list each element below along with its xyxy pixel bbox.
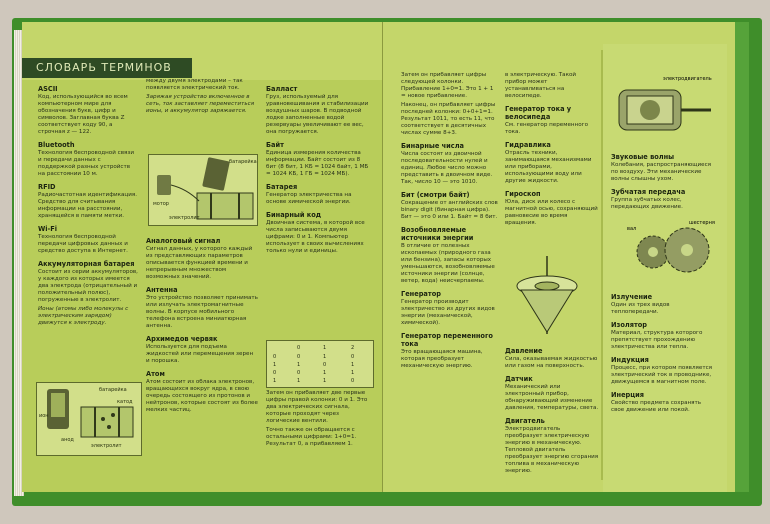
- entry-archimedes-screw: Архимедов червяк Используется для подъема жидкостей или перемещения зерен и порошка.: [146, 335, 254, 364]
- entry-binary-continued: Затем он прибавляет цифры следующей колонки. Прибавление 1+0=1. Это 1 + 1 = новое прибавление.: [401, 72, 494, 99]
- entry-engine: Двигатель Электродвигатель преобразует электрическую энергию в механическую. Тепловой двигатель преобразует энергию сгорания топлива в механическую энергию.: [505, 417, 599, 474]
- charging-note: Заряжая устройство включенное в сеть, ток заставляет переместиться ионы, и аккумулятор заряжается.: [146, 94, 255, 114]
- entry-rfid: RFID Радиочастотная идентификация. Средство для считывания информации на расстоянии, хранящейся в памяти метки.: [38, 183, 138, 219]
- page-title: СЛОВАРЬ ТЕРМИНОВ: [36, 61, 172, 74]
- table-cell: 0: [351, 354, 355, 360]
- label-battery-2: батарейка: [229, 159, 257, 165]
- label-ion: ион: [39, 413, 49, 419]
- label-cathode: катод: [117, 399, 133, 405]
- entry-binary-code: Бинарный код Двоичная система, в которой все числа записываются двумя цифрами: 0 и 1. Компьютер использует в своих вычислениях только нули и единицы.: [266, 211, 365, 254]
- entry-binary-result: Наконец, он прибавляет цифры последней колонки: 0+0+1=1. Результат 1011, то есть 11, что соответствует в десятичных числах сумме 8+3.: [401, 102, 496, 136]
- table-cell: 0: [297, 370, 301, 376]
- right-column-3: [611, 148, 715, 213]
- electric-motor-icon: [607, 76, 717, 138]
- entry-gear-train: Зубчатая передача Группа зубчатых колес, передающих движение.: [611, 188, 686, 210]
- left-column-2-entries: [146, 232, 258, 416]
- label-gear: шестерня: [689, 220, 715, 226]
- label-shaft: вал: [627, 226, 637, 232]
- table-header-2: 1: [323, 345, 327, 351]
- entry-generator: Генератор Генератор производит электричество из других видов энергии (механической, химической).: [401, 290, 495, 326]
- entry-sound-waves: Звуковые волны Колебания, распространяющиеся по воздуху. Эти механические волны слышны ухом.: [611, 153, 712, 182]
- left-page: [22, 22, 383, 492]
- page-title-bar: [22, 58, 192, 78]
- entry-inertia: Инерция Свойство предмета сохранять свое движение или покой.: [611, 391, 702, 413]
- left-column-2: [146, 78, 258, 117]
- entry-antenna: Антенна Это устройство позволяет принимать или излучать электромагнитные волны. В корпусе мобильного телефона встроена миниатюрная антенна.: [146, 286, 258, 329]
- entry-bicycle-dynamo: Генератор тока у велосипеда См. генератор переменного тока.: [505, 105, 588, 135]
- binary-table: [266, 340, 374, 388]
- gears-illustration: [623, 220, 723, 284]
- binary-table-grid: [267, 341, 373, 387]
- binary-sum-text: Затем он прибавляет две первые цифры правой колонки: 0 и 1. Это два электрических сигнала, которые проходят через логические вентили.: [266, 390, 368, 424]
- label-electric-motor: электродвигатель: [663, 76, 712, 82]
- right-column-2-entries: [505, 342, 599, 477]
- entry-hydraulics: Гидравлика Отрасль техники, занимающаяся механизмами или приборами, использующими воду или другие жидкости.: [505, 141, 592, 184]
- label-electrolyte: электролит: [91, 443, 122, 449]
- entry-bit: Бит (смотри байт) Сокращение от английских слов binary digit (бинарная цифра). Бит — это 0 или 1. Байт = 8 бит.: [401, 191, 498, 220]
- table-cell: 0: [273, 370, 277, 376]
- entry-alternator-continued: в электрическую. Такой прибор может устанавливаться на велосипеде.: [505, 72, 577, 99]
- table-cell: 1: [351, 370, 355, 376]
- table-header-1: 0: [297, 345, 301, 351]
- entry-gyroscope: Гироскоп Юла, диск или колесо с магнитной осью, сохраняющий равновесие во время вращения.: [505, 190, 598, 226]
- table-cell: 1: [273, 362, 277, 368]
- left-column-3: [266, 80, 372, 257]
- entry-radiation: Излучение Один из трех видов теплопередачи.: [611, 293, 670, 315]
- binary-sum-text-2: Точно также он обращается с остальными цифрами: 1+0=1. Результат 0, а прибавляем 1.: [266, 427, 357, 447]
- table-cell: 1: [323, 354, 327, 360]
- gyroscope-illustration: [507, 254, 587, 336]
- entry-analog-signal: Аналоговый сигнал Сигнал данных, у которого каждый из представляющих параметров описывается функцией времени и непрерывным множеством возможных значений.: [146, 237, 253, 280]
- entry-ballast: Балласт Груз, используемый для уравновешивания и стабилизации воздушных шаров. В подводной лодке заполненные водой резервуары увеличивают ее вес, она погружается.: [266, 85, 369, 135]
- book-cover-edge: [735, 22, 749, 492]
- gears-icon: [623, 220, 723, 284]
- label-motor: мотор: [153, 201, 169, 207]
- charging-diagram: [149, 155, 257, 225]
- electric-motor-illustration: [607, 76, 717, 138]
- left-column-1: [38, 80, 138, 329]
- battery-illustration: [36, 382, 142, 456]
- table-cell: 1: [323, 378, 327, 384]
- entry-pressure: Давление Сила, оказываемая жидкостью или газом на поверхность.: [505, 347, 598, 369]
- table-cell: 0: [351, 378, 355, 384]
- label-anode: анод: [61, 437, 74, 443]
- charging-illustration: [148, 154, 258, 226]
- ions-note: Ионы (атомы либо молекулы с электрическим зарядом) движутся к электроду.: [38, 306, 129, 326]
- entry-bluetooth: Bluetooth Технология беспроводной связи и передачи данных с поддержкой разных устройств на расстоянии 10 м.: [38, 141, 134, 177]
- entry-renewable-energy: Возобновляемые источники энергии В отличие от полезных ископаемых (природного газа или бензина), запасы которых уменьшаются, возобновляемые источники энергии (солнце, ветер, вода) неисчерпаемы.: [401, 226, 495, 284]
- table-cell: 0: [273, 354, 277, 360]
- table-cell: 0: [297, 354, 301, 360]
- table-cell: 1: [351, 362, 355, 368]
- battery-diagram: [37, 383, 141, 455]
- entry-induction: Индукция Процесс, при котором появляется электрический ток в проводнике, движущемся в магнитном поле.: [611, 356, 713, 385]
- left-column-3-bottom: [266, 390, 372, 450]
- right-column-3-entries: [611, 288, 715, 416]
- entry-battery-2: Батарея Генератор электричества на основе химической энергии.: [266, 183, 352, 205]
- entry-alternator: Генератор переменного тока Это вращающаяся машина, которая преобразует механическую энергию.: [401, 332, 493, 369]
- right-column-1: [401, 72, 499, 372]
- right-column-2: [505, 72, 599, 229]
- table-cell: 1: [273, 378, 277, 384]
- entry-insulator: Изолятор Материал, структура которого препятствует прохождению электричества или тепла.: [611, 321, 703, 350]
- entry-atom: Атом Атом состоит из облака электронов, вращающихся вокруг ядра, в свою очередь состоящего из протонов и нейтронов, которые состоят из более мелких частиц.: [146, 370, 258, 413]
- table-cell: 1: [323, 370, 327, 376]
- table-cell: 1: [297, 362, 301, 368]
- gyroscope-icon: [507, 254, 587, 336]
- entry-wifi: Wi-Fi Технология беспроводной передачи цифровых данных и средство доступа в Интернет.: [38, 225, 128, 254]
- entry-ascii: ASCII Код, использующийся во всем компьютерном мире для обозначения букв, цифр и символов. Заглавная буква Z соответствует коду 90, а строчная z — 122.: [38, 85, 128, 135]
- entry-byte: Байт Единица измерения количества информации. Байт состоит из 8 бит (8 бит, 1 КБ = 1024 байт, 1 МБ = 1024 КБ, 1 ГБ = 1024 МБ).: [266, 141, 369, 177]
- entry-binary-numbers: Бинарные числа Числа состоят из двоичной последовательности нулей и единиц. Любое число можно представить в двоичном виде. Так, число 10 — это 1010.: [401, 142, 493, 185]
- col2-top-text: между двумя электродами – так появляется электрический ток.: [146, 78, 243, 91]
- entry-battery: Аккумуляторная батарея Состоит из серии аккумуляторов, у каждого из которых имеется два электрода (отрицательный и положительный полюс), погруженные в электролит.: [38, 260, 138, 303]
- entry-sensor: Датчик Механический или электронный прибор, обнаруживающий изменение давления, температуры, света.: [505, 375, 599, 411]
- table-cell: 1: [297, 378, 301, 384]
- column-divider: [601, 50, 603, 480]
- label-battery: батарейка: [99, 387, 127, 393]
- table-cell: 0: [323, 362, 327, 368]
- label-electrolyte-2: электролит: [169, 215, 200, 221]
- table-header-3: 2: [351, 345, 355, 351]
- right-page: [383, 22, 746, 492]
